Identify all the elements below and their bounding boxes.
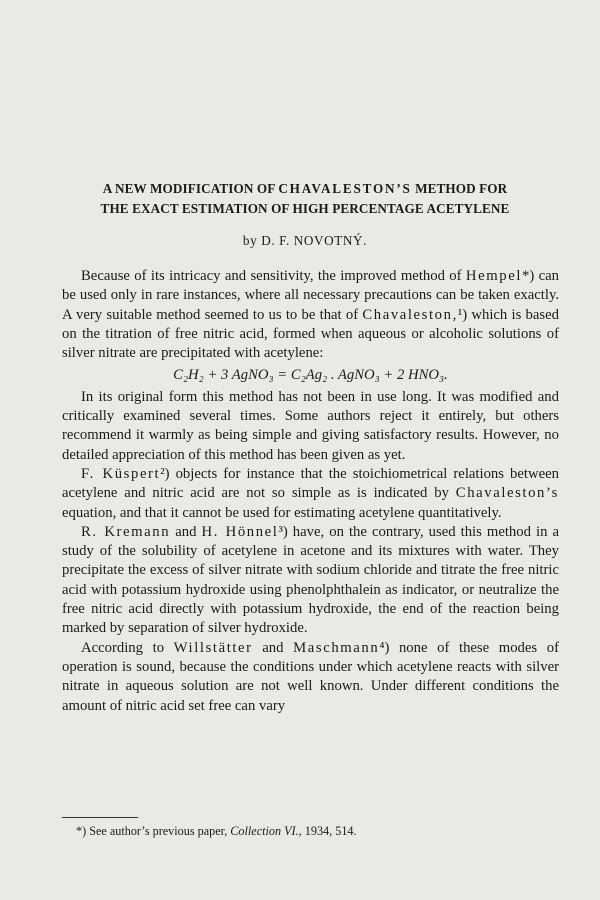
p4-name-honnel: H. Hönnel bbox=[201, 523, 279, 540]
p5-name-willstatter: Willstätter bbox=[173, 639, 253, 656]
title-line-1 bbox=[60, 179, 550, 199]
p5-text-b: ⁴) none of these modes of operation is sound, because the conditions under which acetylene reacts with silver nitrate in aqueous solution are not well known. Under different conditions the amount of nitric acid set free can vary bbox=[62, 639, 559, 714]
p1-name-hempel: Hempel bbox=[465, 268, 522, 284]
p1-text-c: ¹) which is based on the titration of free nitric acid, formed when aqueous or alcoholic solutions of silver nitrate are precipitated with acetylene: bbox=[62, 306, 559, 362]
p3-name-chavaleston: Chavaleston’s bbox=[455, 485, 559, 502]
paper-title bbox=[60, 179, 550, 219]
footnote bbox=[76, 823, 556, 839]
p3-name-kuspert: F. Küspert bbox=[81, 465, 161, 482]
title-line-2: THE EXACT ESTIMATION OF HIGH PERCENTAGE ACETYLENE bbox=[100, 201, 510, 216]
title-author-name: CHAVALESTON’S bbox=[278, 181, 412, 196]
footnote-divider bbox=[62, 817, 138, 818]
p1-text-a: Because of its intricacy and sensitivity, the improved method of bbox=[81, 268, 466, 284]
footnote-journal: Collection VI. bbox=[230, 824, 299, 838]
p3-text-a: ²) objects for instance that the stoichiometrical relations between acetylene and nitric acid are not so simple as is indicated by bbox=[62, 465, 559, 502]
p3-text-b: equation, and that it cannot be used for estimating acetylene quantitatively. bbox=[62, 504, 502, 521]
p4-and: and bbox=[170, 523, 202, 540]
byline: by D. F. NOVOTNÝ. bbox=[242, 233, 368, 248]
p5-name-maschmann: Maschmann bbox=[293, 639, 380, 656]
article-body bbox=[62, 267, 559, 716]
title-line-1-part-a: A NEW MODIFICATION OF bbox=[102, 181, 279, 196]
p5-and: and bbox=[252, 639, 294, 656]
paragraph-5 bbox=[62, 639, 559, 716]
p4-name-kremann: R. Kremann bbox=[81, 523, 171, 540]
chemical-equation: C₂H₂ + 3 AgNO₃ = C₂Ag₂ . AgNO₃ + 2 HNO₃. bbox=[173, 367, 448, 384]
footnote-text-b: , 1934, 514. bbox=[298, 824, 357, 838]
paragraph-4 bbox=[62, 523, 559, 639]
p5-text-a: According to bbox=[81, 639, 174, 656]
footnote-text-a: *) See author’s previous paper, bbox=[76, 824, 231, 838]
p1-text-b: *) can be used only in rare instances, where all necessary precautions can be taken exactly. A very suitable method seemed to us to be that of bbox=[62, 268, 559, 323]
paragraph-2: In its original form this method has not been in use long. It was modified and critically examined several times. Some authors reject it entirely, but others recommend it warmly as being simple and giving satisfactory results. However, no detailed appreciation of this method has been given as yet. bbox=[62, 388, 559, 463]
paragraph-3 bbox=[62, 465, 559, 523]
title-line-1-part-b: METHOD FOR bbox=[411, 181, 508, 196]
p4-text-a: ³) have, on the contrary, used this method in a study of the solubility of acetylene in acetone and its mixtures with water. They precipitate the excess of silver nitrate with sodium chloride and titrate the free nitric acid with potassium hydroxide using phenolphthalein as indicator, or neutralize the free nitric acid directly with potassium hydroxide, the end of the reaction being marked by separation of silver hydroxide. bbox=[62, 523, 559, 637]
paragraph-1 bbox=[62, 267, 559, 363]
p1-name-chavaleston: Chavaleston, bbox=[362, 306, 458, 323]
